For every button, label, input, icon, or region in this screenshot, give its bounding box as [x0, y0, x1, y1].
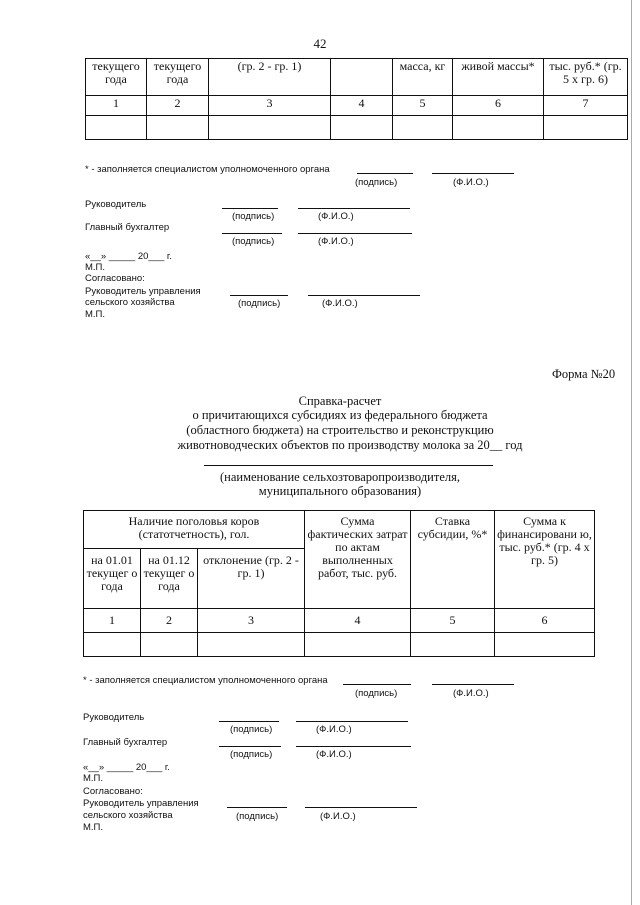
financing-header: Сумма к финансировани ю, тыс. руб.* (гр. 4 х гр. 5): [495, 511, 595, 609]
footnote: * - заполняется специалистом уполномоченного органа: [83, 675, 328, 686]
agri-head-label-1: Руководитель управления: [85, 286, 201, 297]
name-caption: (Ф.И.О.): [316, 749, 352, 760]
header-cell: живой массы*: [453, 59, 544, 96]
stamp-mark: М.П.: [83, 773, 104, 784]
title-line: (наименование сельхозтоваропроизводителя,: [219, 470, 460, 484]
column-number: 3: [209, 96, 331, 116]
signature-caption: (подпись): [355, 177, 398, 188]
title-line: (областного бюджета) на строительство и реконструкцию: [186, 423, 494, 437]
column-number: 1: [86, 96, 147, 116]
column-number: 1: [84, 609, 141, 633]
empty-cell: [84, 633, 141, 657]
stamp-mark: М.П.: [83, 822, 104, 833]
form-label: Форма №20: [552, 367, 616, 381]
empty-cell: [495, 633, 595, 657]
livestock-group-header: Наличие поголовья коров (статотчетность), гол.: [84, 511, 305, 549]
empty-cell: [411, 633, 495, 657]
column-number: 6: [495, 609, 595, 633]
empty-cell: [86, 116, 147, 140]
empty-cell: [209, 116, 331, 140]
footnote: * - заполняется специалистом уполномоченного органа: [85, 164, 330, 175]
agri-head-label-2: сельского хозяйства: [85, 297, 175, 308]
name-caption: (Ф.И.О.): [316, 724, 352, 735]
signature-caption: (подпись): [238, 298, 281, 309]
rate-header: Ставка субсидии, %*: [411, 511, 495, 609]
subsidy-table: [83, 510, 595, 657]
empty-cell: [305, 633, 411, 657]
signature-caption: (подпись): [230, 749, 273, 760]
header-cell: на 01.01 текущег о года: [84, 549, 141, 609]
column-number: 4: [305, 609, 411, 633]
empty-cell: [544, 116, 628, 140]
column-number: 6: [453, 96, 544, 116]
header-cell: текущего года: [147, 59, 209, 96]
title-line: о причитающихся субсидиях из федерального бюджета: [192, 408, 488, 422]
stamp-mark: М.П.: [85, 309, 106, 320]
page-number: 42: [313, 36, 327, 51]
empty-cell: [198, 633, 305, 657]
empty-cell: [453, 116, 544, 140]
signature-caption: (подпись): [232, 211, 275, 222]
stamp-mark: М.П.: [85, 262, 106, 273]
signature-caption: (подпись): [236, 811, 279, 822]
agreed-label: Согласовано:: [83, 786, 143, 797]
empty-cell: [147, 116, 209, 140]
column-number: 2: [141, 609, 198, 633]
column-number: 5: [393, 96, 453, 116]
header-cell: текущего года: [86, 59, 147, 96]
signature-caption: (подпись): [355, 688, 398, 699]
title-line: муниципального образования): [258, 484, 422, 498]
title-line: Справка-расчет: [298, 394, 382, 408]
column-number: 3: [198, 609, 305, 633]
accountant-label: Главный бухгалтер: [83, 737, 168, 748]
header-cell: масса, кг: [393, 59, 453, 96]
director-label: Руководитель: [85, 199, 147, 210]
accountant-label: Главный бухгалтер: [85, 222, 170, 233]
column-number: 7: [544, 96, 628, 116]
column-number: 4: [331, 96, 393, 116]
agri-head-label-1: Руководитель управления: [83, 798, 199, 809]
date-line: «__» _____ 20___ г.: [85, 251, 172, 262]
top-table: [85, 58, 628, 140]
header-cell: отклонение (гр. 2 - гр. 1): [198, 549, 305, 609]
signature-caption: (подпись): [232, 236, 275, 247]
agri-head-label-2: сельского хозяйства: [83, 810, 173, 821]
column-number: 2: [147, 96, 209, 116]
date-line: «__» _____ 20___ г.: [83, 762, 170, 773]
page-edge: [631, 0, 632, 905]
director-label: Руководитель: [83, 712, 145, 723]
signature-caption: (подпись): [230, 724, 273, 735]
name-caption: (Ф.И.О.): [320, 811, 356, 822]
header-cell: (гр. 2 - гр. 1): [209, 59, 331, 96]
costs-header: Сумма фактических затрат по актам выполненных работ, тыс. руб.: [305, 511, 411, 609]
column-number: 5: [411, 609, 495, 633]
empty-cell: [331, 116, 393, 140]
name-caption: (Ф.И.О.): [318, 211, 354, 222]
agreed-label: Согласовано:: [85, 273, 145, 284]
empty-cell: [393, 116, 453, 140]
title-line: животноводческих объектов по производству молока за 20__ год: [177, 438, 523, 452]
header-cell: [331, 59, 393, 96]
name-caption: (Ф.И.О.): [453, 177, 489, 188]
header-cell: на 01.12 текущег о года: [141, 549, 198, 609]
name-caption: (Ф.И.О.): [322, 298, 358, 309]
name-caption: (Ф.И.О.): [453, 688, 489, 699]
name-caption: (Ф.И.О.): [318, 236, 354, 247]
header-cell: тыс. руб.* (гр. 5 х гр. 6): [544, 59, 628, 96]
empty-cell: [141, 633, 198, 657]
